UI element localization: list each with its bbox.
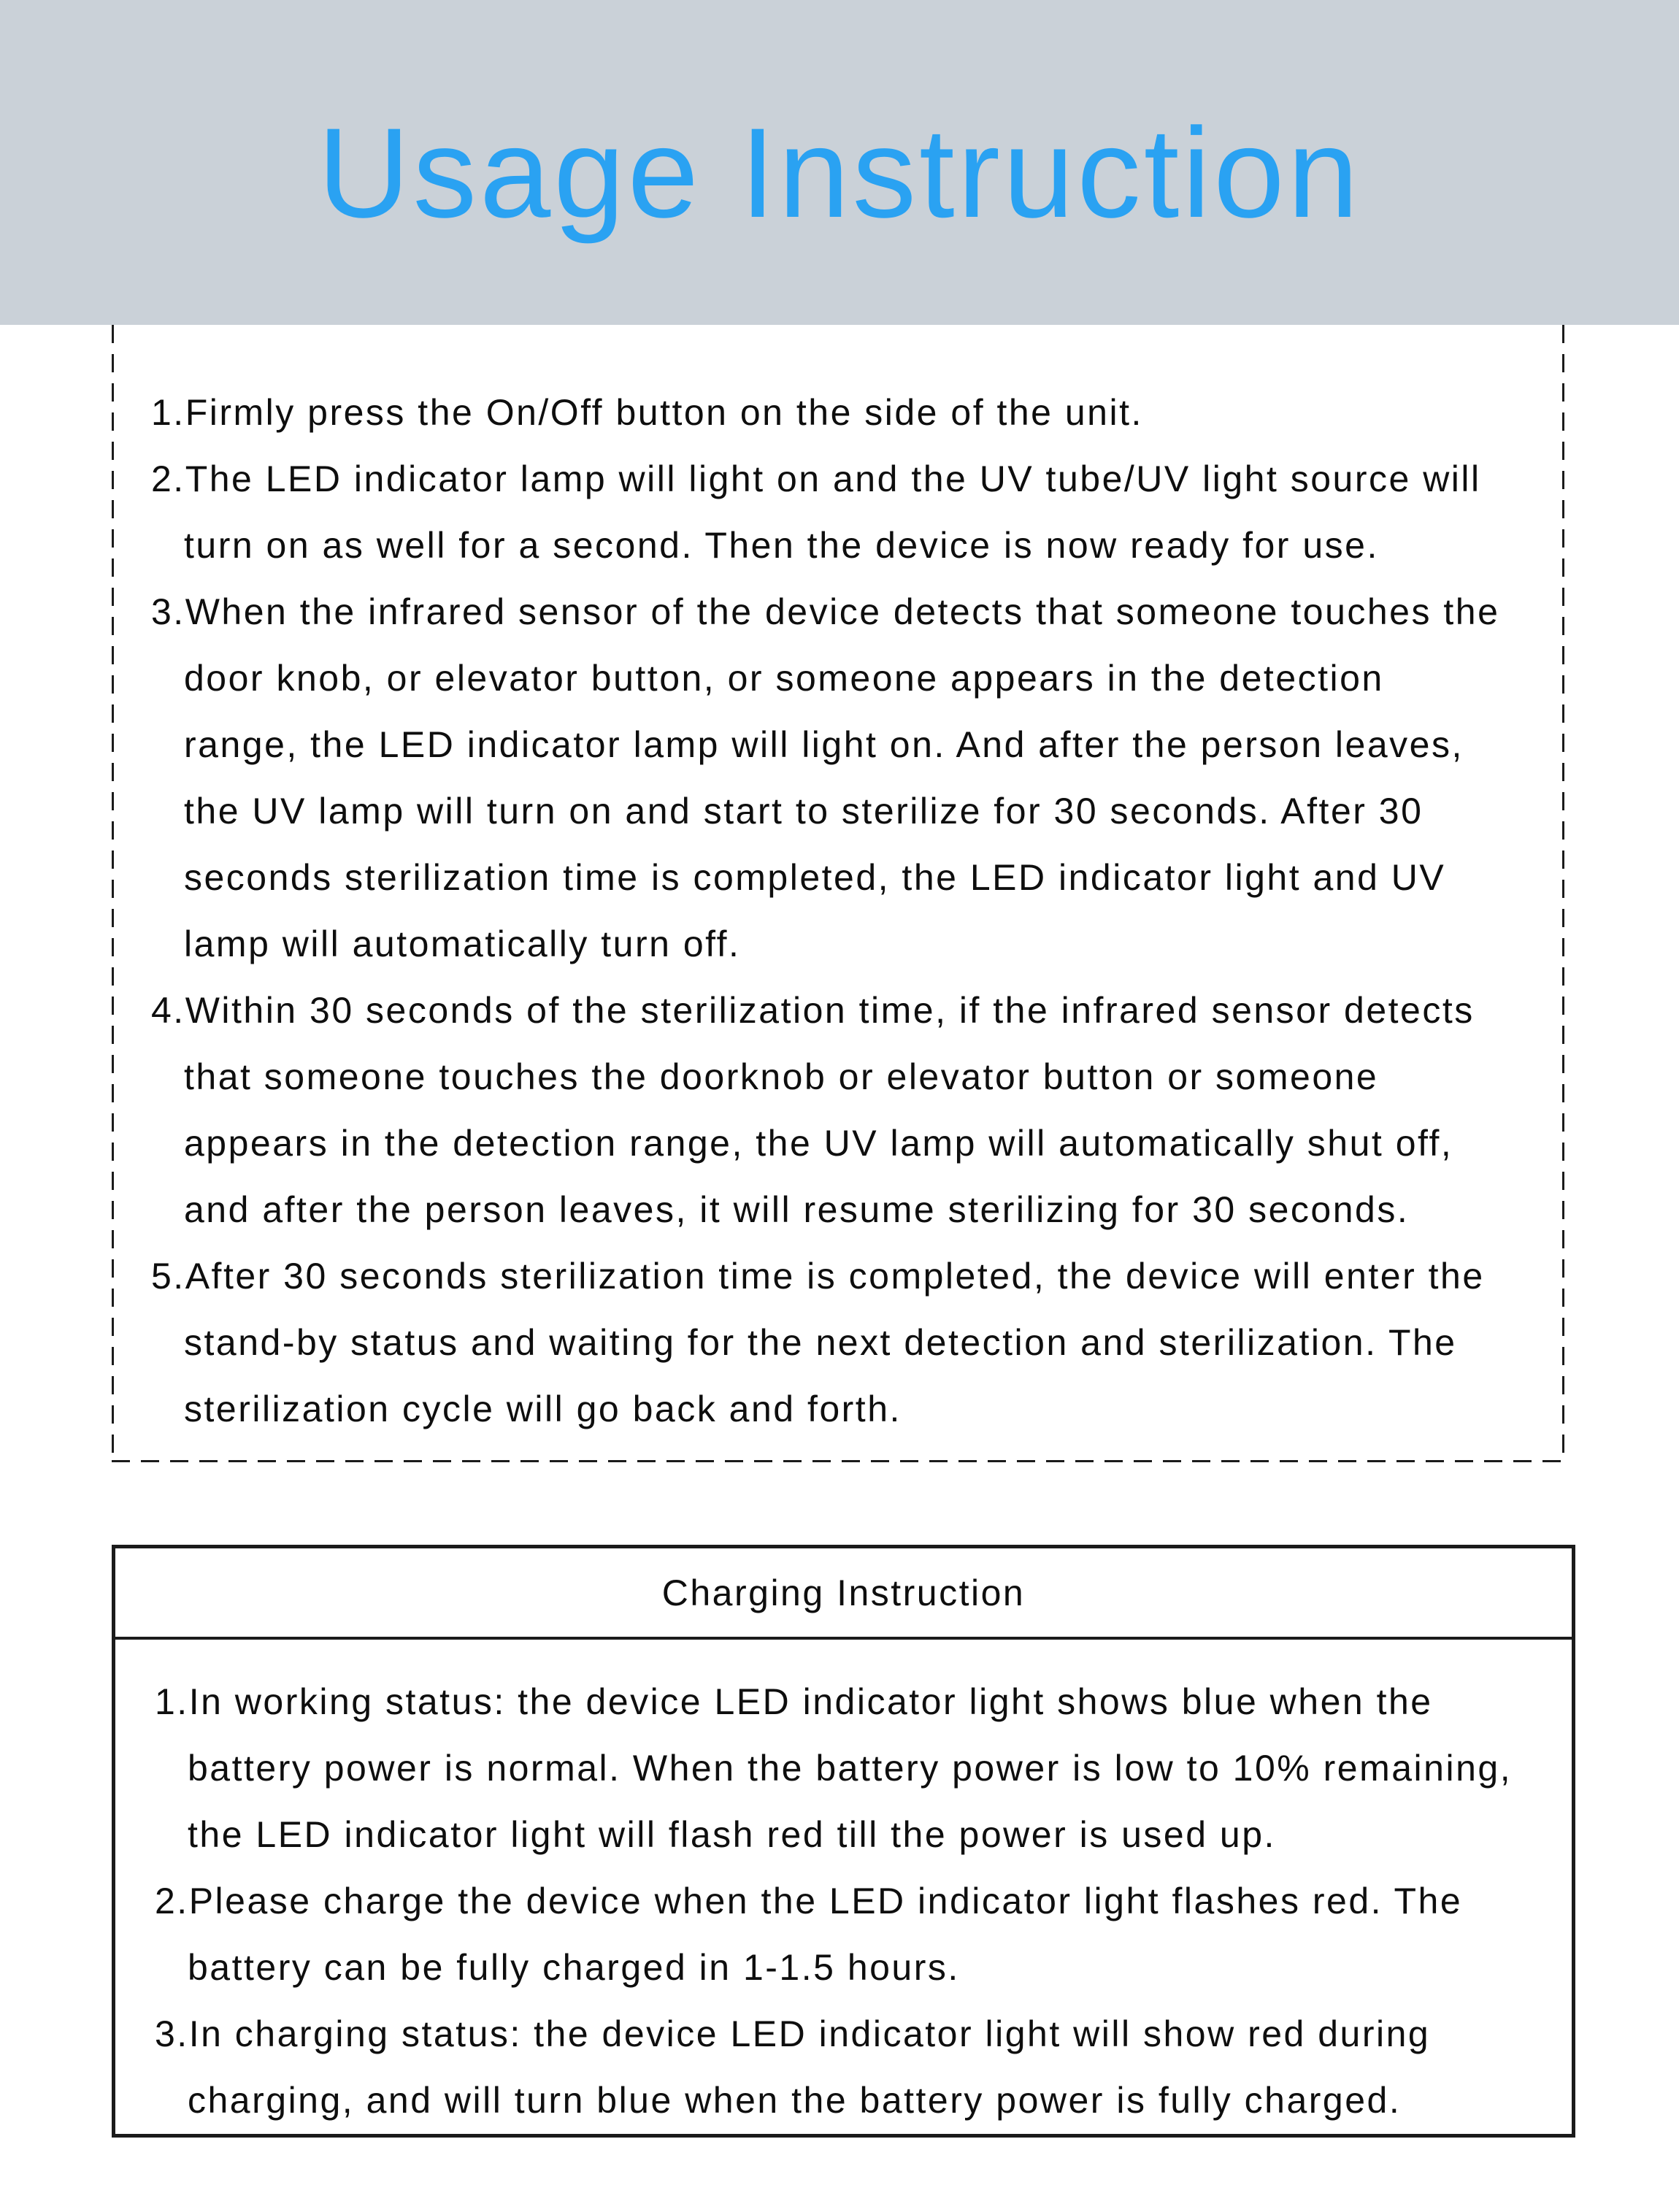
charging-step-1: 1.In working status: the device LED indicator light shows blue when the battery power is normal. When the battery power is low to 10% remaining, the LED indicator light will flash red till the power is used up. <box>155 1681 1513 1855</box>
charging-instructions-panel <box>112 1545 1575 2138</box>
charging-section-title: Charging Instruction <box>661 1572 1026 1613</box>
page-title: Usage Instruction <box>318 102 1361 245</box>
usage-step-1: 1.Firmly press the On/Off button on the side of the unit. <box>151 392 1143 433</box>
charging-section-body <box>115 1640 1572 2134</box>
usage-step-2: 2.The LED indicator lamp will light on and the UV tube/UV light source will turn on as well for a second. Then the device is now ready for use. <box>151 458 1481 566</box>
charging-step-3: 3.In charging status: the device LED indicator light will show red during charging, and will turn blue when the battery power is fully charged. <box>155 2013 1431 2121</box>
page-header <box>0 0 1679 325</box>
charging-section-header <box>115 1548 1572 1640</box>
usage-step-5: 5.After 30 seconds sterilization time is completed, the device will enter the stand-by status and waiting for the next detection and sterilization. The sterilization cycle will go back and forth. <box>151 1256 1485 1429</box>
charging-step-2: 2.Please charge the device when the LED indicator light flashes red. The battery can be fully charged in 1-1.5 hours. <box>155 1881 1463 1988</box>
usage-step-3: 3.When the infrared sensor of the device detects that someone touches the door knob, or elevator button, or someone appears in the detection range, the LED indicator lamp will light on. And after the person leaves, the UV lamp will turn on and start to sterilize for 30 seconds. After 30 seconds sterilization time is completed, the LED indicator light and UV lamp will automatically turn off. <box>151 591 1500 964</box>
usage-instructions-panel <box>112 325 1564 1462</box>
usage-step-4: 4.Within 30 seconds of the sterilization time, if the infrared sensor detects that someone touches the doorknob or elevator button or someone appears in the detection range, the UV lamp will automatically shut off, and after the person leaves, it will resume sterilizing for 30 seconds. <box>151 990 1475 1230</box>
